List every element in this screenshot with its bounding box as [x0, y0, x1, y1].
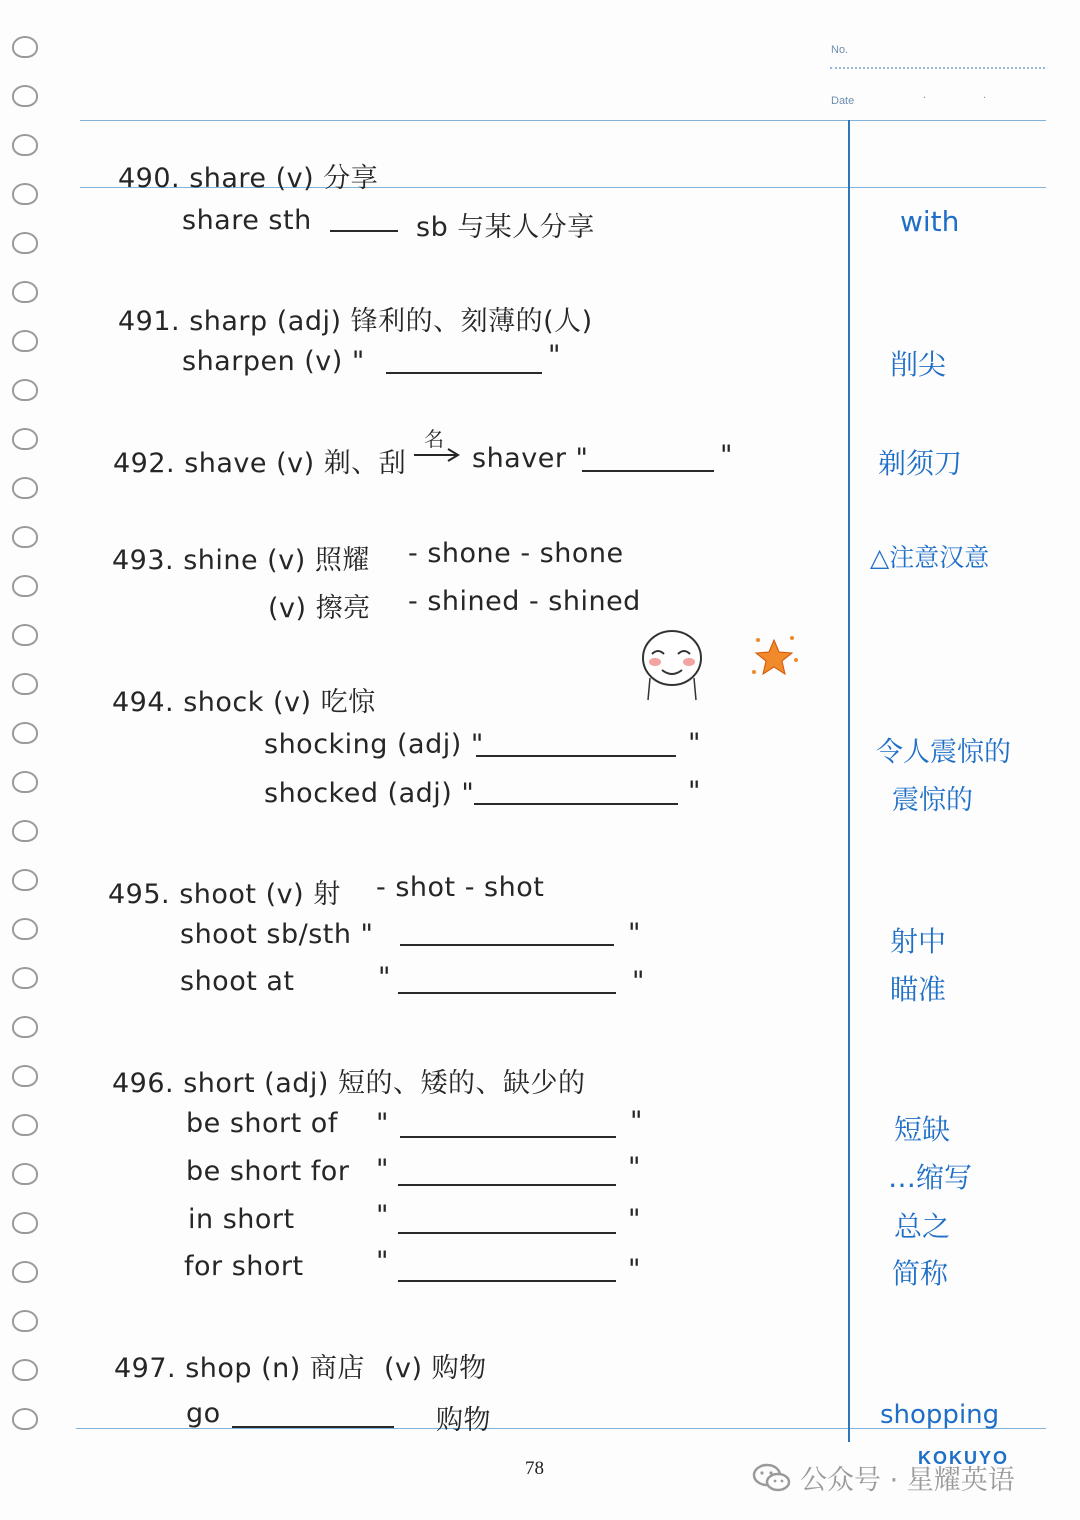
- binder-hole: [12, 1359, 38, 1381]
- answer-blank: [330, 230, 398, 232]
- entry-496-headword: 496. short (adj) 短的、矮的、缺少的: [112, 1068, 586, 1099]
- binder-hole: [12, 1212, 38, 1234]
- entry-492-noun: shaver ": [472, 443, 589, 474]
- entry-492-answer: 剃须刀: [878, 447, 963, 480]
- binder-hole: [12, 1016, 38, 1038]
- binder-hole: [12, 1408, 38, 1430]
- entry-494-adj2: shocked (adj) ": [264, 778, 475, 809]
- entry-497-headword: 497. shop (n) 商店: [114, 1353, 365, 1384]
- date-mark: ·: [983, 93, 987, 104]
- entry-494-quote: ": [688, 776, 701, 807]
- entry-496-phrase: for short: [184, 1251, 304, 1282]
- entry-491-headword: 491. sharp (adj) 锋利的、刻薄的(人): [118, 306, 593, 337]
- entry-492-headword: 492. shave (v) 剃、刮: [113, 448, 407, 479]
- answer-blank: [398, 1184, 616, 1186]
- entry-495-phrase2: shoot at: [180, 966, 295, 997]
- entry-495-forms: - shot - shot: [376, 872, 545, 903]
- answer-blank: [398, 992, 616, 994]
- binder-hole: [12, 183, 38, 205]
- star-icon: [748, 632, 800, 684]
- entry-490-phrase: share sth: [182, 205, 312, 236]
- entry-490-answer: with: [900, 205, 960, 238]
- date-label: Date: [831, 95, 855, 107]
- binder-hole: [12, 36, 38, 58]
- margin-line: [848, 120, 850, 1442]
- entry-495-quote: ": [632, 966, 645, 997]
- entry-496-quote: ": [376, 1108, 389, 1139]
- answer-blank: [386, 372, 542, 374]
- entry-496-quote: ": [630, 1106, 643, 1137]
- top-rule: [80, 120, 1046, 121]
- entry-491-answer: 削尖: [890, 348, 947, 381]
- entry-495-phrase1: shoot sb/sth ": [180, 919, 374, 950]
- entry-497-meaning: 购物: [436, 1405, 491, 1436]
- answer-blank: [474, 803, 678, 805]
- binder-hole: [12, 232, 38, 254]
- binder-hole: [12, 428, 38, 450]
- entry-496-answer4: 简称: [892, 1257, 949, 1290]
- entry-494-adj1: shocking (adj) ": [264, 729, 484, 760]
- entry-495-answer2: 瞄准: [890, 973, 947, 1006]
- binder-hole: [12, 771, 38, 793]
- entry-495-headword: 495. shoot (v) 射: [108, 879, 341, 910]
- entry-496-quote: ": [628, 1204, 641, 1235]
- answer-blank: [400, 944, 614, 946]
- entry-496-answer3: 总之: [894, 1210, 951, 1243]
- entry-496-phrase: be short of: [186, 1108, 338, 1139]
- entry-494-quote: ": [688, 728, 701, 759]
- arrow-right-icon: [412, 446, 462, 464]
- smiley-face-icon: [640, 628, 704, 704]
- entry-495-quote: ": [378, 962, 391, 993]
- entry-496-answer2: …缩写: [888, 1161, 973, 1194]
- entry-493-forms2: - shined - shined: [408, 586, 641, 617]
- entry-493-answer: △注意汉意: [870, 543, 990, 572]
- answer-blank: [398, 1280, 616, 1282]
- entry-491-quote: ": [548, 340, 561, 371]
- entry-496-quote: ": [376, 1246, 389, 1277]
- entry-495-quote: ": [628, 918, 641, 949]
- brand-logo: KOKUYO: [918, 1448, 1010, 1468]
- entry-497-phrase: go: [186, 1398, 221, 1429]
- entry-496-quote: ": [628, 1254, 641, 1285]
- entry-490-headword: 490. share (v) 分享: [118, 163, 379, 194]
- entry-494-headword: 494. shock (v) 吃惊: [112, 687, 376, 718]
- binder-hole: [12, 281, 38, 303]
- entry-497-answer: shopping: [880, 1400, 1000, 1430]
- entry-496-phrase: be short for: [186, 1156, 350, 1187]
- binder-hole: [12, 869, 38, 891]
- binder-holes: [12, 36, 42, 1457]
- binder-hole: [12, 477, 38, 499]
- no-field-line: [830, 67, 1045, 69]
- page-number: 78: [525, 1458, 544, 1479]
- date-mark: ·: [923, 93, 927, 104]
- no-label: No.: [831, 44, 849, 56]
- binder-hole: [12, 967, 38, 989]
- entry-495-answer1: 射中: [890, 925, 947, 958]
- binder-hole: [12, 1114, 38, 1136]
- binder-hole: [12, 379, 38, 401]
- entry-493-headword: 493. shine (v) 照耀: [112, 545, 370, 576]
- answer-blank: [582, 470, 714, 472]
- binder-hole: [12, 526, 38, 548]
- entry-490-phrase-end: sb 与某人分享: [416, 212, 595, 243]
- binder-hole: [12, 673, 38, 695]
- entry-491-phrase: sharpen (v) ": [182, 346, 365, 377]
- entry-496-answer1: 短缺: [894, 1113, 951, 1146]
- entry-496-quote: ": [376, 1154, 389, 1185]
- watermark: 公众号 · 星耀英语: [800, 1465, 1015, 1496]
- binder-hole: [12, 722, 38, 744]
- answer-blank: [476, 755, 676, 757]
- entry-494-answer1: 令人震惊的: [876, 737, 1011, 768]
- binder-hole: [12, 1065, 38, 1087]
- arrow-label: 名: [424, 427, 445, 451]
- binder-hole: [12, 918, 38, 940]
- binder-hole: [12, 134, 38, 156]
- binder-hole: [12, 1261, 38, 1283]
- entry-496-quote: ": [628, 1152, 641, 1183]
- binder-hole: [12, 624, 38, 646]
- answer-blank: [400, 1136, 616, 1138]
- entry-496-quote: ": [376, 1200, 389, 1231]
- entry-493-sense2: (v) 擦亮: [268, 593, 371, 624]
- entry-493-forms: - shone - shone: [408, 538, 624, 569]
- entry-492-quote: ": [720, 440, 733, 471]
- binder-hole: [12, 85, 38, 107]
- entry-494-answer2: 震惊的: [892, 785, 973, 816]
- binder-hole: [12, 1163, 38, 1185]
- wechat-icon: [752, 1462, 792, 1494]
- answer-blank: [232, 1426, 394, 1428]
- binder-hole: [12, 1310, 38, 1332]
- entry-497-verb: (v) 购物: [384, 1353, 487, 1384]
- answer-blank: [398, 1232, 616, 1234]
- binder-hole: [12, 330, 38, 352]
- entry-496-phrase: in short: [188, 1204, 295, 1235]
- binder-hole: [12, 820, 38, 842]
- binder-hole: [12, 575, 38, 597]
